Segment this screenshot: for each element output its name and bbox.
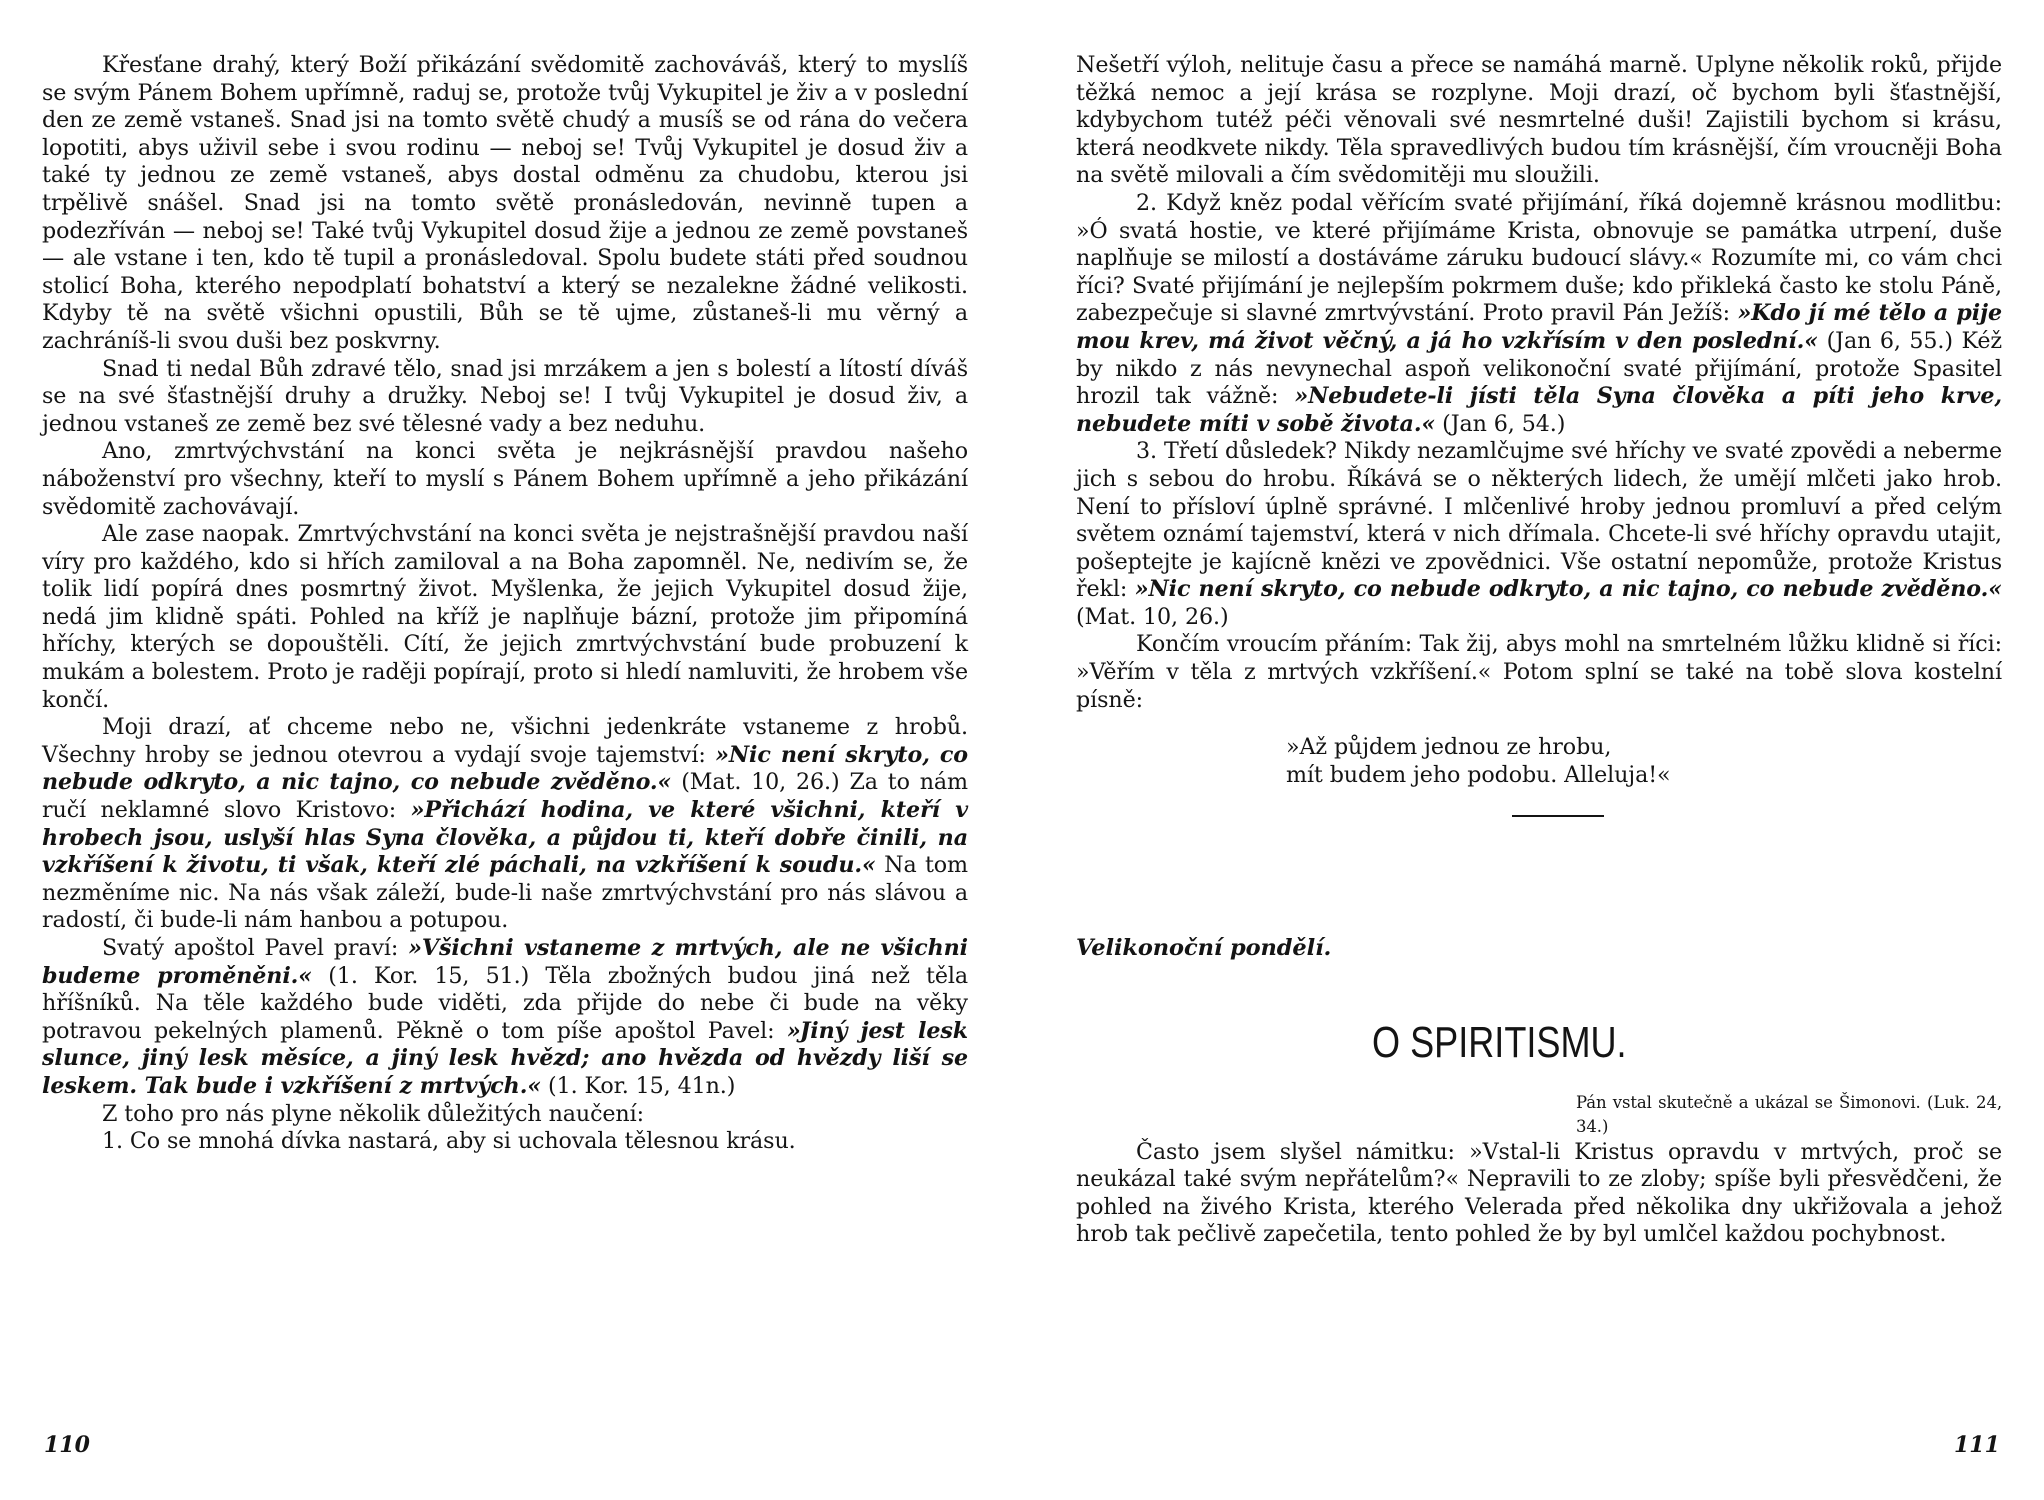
left-text-column (42, 52, 968, 1156)
bible-quote: »Kdo jí mé tělo a pije mou krev, má život věčný, a já ho vzkřísím v den poslední.« (1076, 300, 2002, 354)
paragraph (42, 935, 968, 1101)
text-run: (Jan 6, 55.) Kéž by nikdo z nás nevynechal aspoň velikonoční svaté přijímání, protože Spasitel hrozil tak vážně: (1076, 327, 2002, 410)
section-divider (1512, 815, 1604, 817)
text-run: 3. Třetí důsledek? Nikdy nezamlčujme své hříchy ve svaté zpovědi a neberme jich s sebou do hrobu. Říkává se o některých lidech, že umějí mlčeti jako hrob. Není to přísloví úplně správné. I mlčenlivé hroby jednou promluví a před celým světem oznámí tajemství, která v nich dřímala. Chcete-li své hříchy opravdu utajit, pošeptejte je kajícně knězi ve zpovědnici. Vše ostatní nepomůže, protože Kristus řekl: (1076, 438, 2002, 603)
text-run: (1. Kor. 15, 41n.) (541, 1072, 736, 1099)
bible-quote: »Nic není skryto, co nebude odkryto, a nic tajno, co nebude zvěděno.« (42, 741, 968, 796)
text-run: 2. Když kněz podal věřícím svaté přijímání, říká dojemně krásnou modlitbu: »Ó svatá hostie, ve které přijímáme Krista, obnovuje se památka utrpení, duše naplňuje se milostí a dostáváme záruku budoucí slávy.« Rozumíte mi, co vám chci říci? Svaté přijímání je nejlepším pokrmem duše; kdo přikleká často ke stolu Páně, zabezpečuje si slavné zmrtvývstání. Proto pravil Pán Ježíš: (1076, 189, 2002, 327)
chapter-title: O SPIRITISMU. (1372, 1018, 1627, 1068)
hymn-line: »Až půjdem jednou ze hrobu, (1286, 734, 1612, 761)
paragraph: Křesťane drahý, který Boží přikázání svědomitě zachováváš, který to myslíš se svým Pánem Bohem upřímně, raduj se, protože tvůj Vykupitel je živ a v poslední den ze země vstaneš. Snad jsi na tomto světě chudý a musíš se od rána do večera lopotiti, abys uživil sebe i svou rodinu — neboj se! Tvůj Vykupitel je dosud živ a také ty jednou ze země vstaneš, abys dostal odměnu za chudobu, kterou jsi trpělivě snášel. Snad jsi na tomto světě pronásledován, nevinně tupen a podezříván — neboj se! Také tvůj Vykupitel dosud žije a jednou ze země povstaneš — ale vstane i ten, kdo tě tupil a pronásledoval. Spolu budete státi před soudnou stolicí Boha, kterého nepodplatí bohatství a který se nezalekne žádné velikosti. Kdyby tě na světě všichni opustili, Bůh se tě ujme, zůstaneš-li mu věrný a zachráníš-li svou duši bez poskvrny. (42, 52, 968, 354)
bible-quote: »Jiný jest lesk slunce, jiný lesk měsíce, a jiný lesk hvězd; ano hvězda od hvězdy liší se leskem. Tak bude i vzkříšení z mrtvých.« (42, 1017, 968, 1099)
text-run: Moji drazí, ať chceme nebo ne, všichni jedenkráte vstaneme z hrobů. Všechny hroby se jednou otevrou a vydají svoje tajemství: (42, 714, 968, 768)
paragraph: Ale zase naopak. Zmrtvýchvstání na konci světa je nejstrašnější pravdou naší víry pro každého, kdo si hřích zamiloval a na Boha zapomněl. Ne, nedivím se, že tolik lidí popírá dnes posmrtný život. Myšlenka, že jejich Vykupitel dosud žije, nedá jim klidně spáti. Pohled na kříž je naplňuje bázní, protože jim připomíná hříchy, kterých se dopouštěli. Cítí, že jejich zmrtvýchvstání bude probuzení k mukám a bolestem. Proto je raději popírají, proto si hledí namluviti, že hrobem vše končí. (42, 521, 968, 713)
paragraph (1076, 438, 2002, 631)
hymn-verse (1286, 734, 2002, 789)
left-page (42, 52, 968, 1156)
paragraph: Z toho pro nás plyne několik důležitých naučení: (102, 1100, 644, 1127)
bible-quote: »Nic není skryto, co nebude odkryto, a nic tajno, co nebude zvěděno.« (1134, 576, 2002, 603)
paragraph: Nešetří výloh, nelituje času a přece se namáhá marně. Uplyne několik roků, přijde těžká nemoc a její krása se rozplyne. Moji drazí, oč bychom byli šťastnější, kdybychom tutéž péči věnovali své nesmrtelné duši! Zajistili bychom si krásu, která neodkvete nikdy. Těla spravedlivých budou tím krásnější, čím vroucněji Boha na světě milovali a čím svědomitěji mu sloužili. (1076, 52, 2002, 189)
text-run: (Mat. 10, 26.) (1076, 603, 1229, 630)
right-text-column (1076, 52, 2002, 1249)
page-number-left: 110 (44, 1432, 90, 1458)
text-run: (1. Kor. 15, 51.) Těla zbožných budou jiná než těla hříšníků. Na těle každého bude viděti, zda přijde do nebe či bude na věky potravou pekelných plamenů. Pěkně o tom píše apoštol Pavel: (42, 962, 968, 1044)
paragraph: Ano, zmrtvýchvstání na konci světa je nejkrásnější pravdou našeho náboženství pro všechny, kteří to myslí s Pánem Bohem upřímně a jeho přikázání svědomitě zachovávají. (42, 438, 968, 520)
right-page (1076, 52, 2002, 1249)
hymn-line: mít budem jeho podobu. Alleluja!« (1286, 761, 1671, 788)
text-run: (Jan 6, 54.) (1435, 410, 1566, 437)
paragraph: Končím vroucím přáním: Tak žij, abys mohl na smrtelném lůžku klidně si říci: »Věřím v těla z mrtvých vzkříšení.« Potom splní se také na tobě slova kostelní písně: (1076, 631, 2002, 713)
bible-quote: »Přichází hodina, ve které všichni, kteří v hrobech jsou, uslyší hlas Syna člověka, a půjdou ti, kteří dobře činili, na vzkříšení k životu, ti však, kteří zlé páchali, na vzkříšení k soudu.« (42, 797, 968, 879)
paragraph: Často jsem slyšel námitku: »Vstal-li Kristus opravdu v mrtvých, proč se neukázal také svým nepřátelům?« Nepravili to ze zloby; spíše byli přesvědčeni, že pohled na živého Krista, kterého Velerada před několika dny ukřižovala a jehož hrob tak pečlivě zapečetila, tento pohled že by byl umlčel každou pochybnost. (1076, 1138, 2002, 1248)
bible-quote: »Nebudete-li jísti těla Syna člověka a píti jeho krve, nebudete míti v sobě života.« (1076, 383, 2002, 437)
paragraph: 1. Co se mnohá dívka nastará, aby si uchovala tělesnou krásu. (102, 1128, 796, 1155)
text-run: Na tom nezměníme nic. Na nás však záleží, bude-li naše zmrtvýchvstání pro nás slávou a radostí, či bude-li nám hanbou a potupou. (42, 852, 968, 934)
paragraph (42, 714, 968, 935)
section-heading: Velikonoční pondělí. (1076, 935, 1332, 962)
text-run: Svatý apoštol Pavel praví: (102, 935, 409, 961)
paragraph (1076, 190, 2002, 438)
paragraph: Snad ti nedal Bůh zdravé tělo, snad jsi mrzákem a jen s bolestí a lítostí díváš se na své šťastnější druhy a družky. Neboj se! I tvůj Vykupitel je dosud živ, a jednou vstaneš ze země bez své tělesné vady a bez neduhu. (42, 355, 968, 437)
page-number-right: 111 (1954, 1432, 2000, 1458)
epigraph: Pán vstal skutečně a ukázal se Šimonovi. (Luk. 24, 34.) (1576, 1092, 2002, 1136)
bible-quote: »Všichni vstaneme z mrtvých, ale ne všichni budeme proměněni.« (42, 935, 968, 989)
text-run: (Mat. 10, 26.) Za to nám ručí neklamné slovo Kristovo: (42, 769, 968, 824)
